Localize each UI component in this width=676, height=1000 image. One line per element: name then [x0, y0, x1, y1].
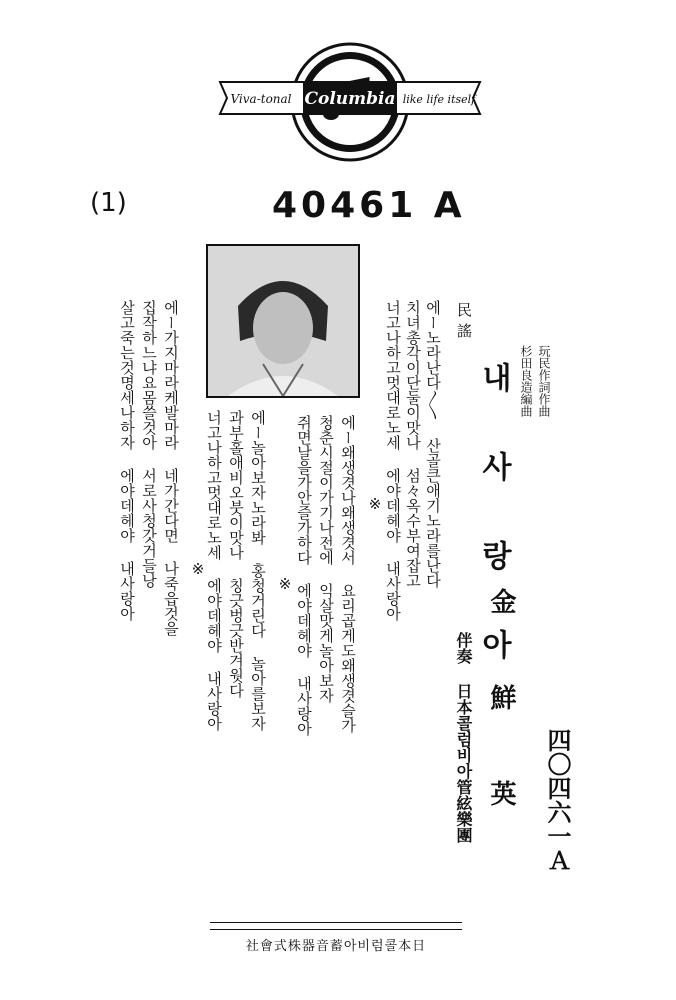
brand-name: Columbia	[304, 89, 396, 109]
columbia-logo	[215, 40, 485, 170]
verse-separator: ※	[276, 575, 294, 593]
verse-separator: ※	[189, 560, 207, 578]
catalog-number-left: (1)	[90, 188, 127, 218]
verse-1-line-2: 치녀총각이단둘이맛나 섬々옥수부여잡고	[404, 300, 422, 588]
verse-separator: ※	[366, 495, 384, 513]
verse-4-line-3: 살고죽는것명세나하자 에야데헤야 내사랑아	[118, 300, 136, 621]
record-number: 40461 A	[272, 185, 466, 226]
song-genre: 民謠	[455, 302, 473, 344]
catalog-number-right: 四〇四六一Ａ	[543, 728, 572, 872]
verse-4-line-2: 집작하느냐요몸쓸것아 서로사청갓거들낭	[140, 300, 158, 588]
verse-3-line-1: 에ー놀아보자노라봐 홍청거린다 놀아를보자	[249, 410, 267, 731]
verse-2-line-2: 청춘시절이가기나전에 익살맛게놀아보자	[317, 415, 335, 703]
credit-arrange: 杉田良造編曲	[519, 345, 533, 417]
verse-4-line-1: 에ー가지마라케발마라 네가간다면 나죽읍것을	[162, 300, 180, 636]
credit-lyric: 玩民作詞作曲	[537, 345, 551, 417]
verse-3-line-3: 너고나하고멋대로노세 에야데헤야 내사랑아	[205, 410, 223, 731]
right-slogan: like life itself	[402, 93, 476, 106]
verse-1-line-3: 너고나하고멋대로노세 에야데헤야 내사랑아	[384, 300, 402, 621]
verse-1-line-1: 에ー노라난다〳〵 산골큰애기노라를난다	[424, 300, 442, 588]
verse-3-line-2: 과부홀애비오붓이맛나 칭긋벙긋반겨웟다	[227, 410, 245, 698]
footer-divider	[210, 922, 462, 930]
publisher-footer: 社會式株器音蓄아비럼콜本日	[245, 939, 427, 954]
singer-photo	[206, 244, 360, 398]
verse-2-line-3: 쥐면날을가안즐가하다 에야데헤야 내사랑아	[295, 415, 313, 736]
accompaniment: 伴奏 日本콜럼비아管絃樂團	[454, 632, 473, 843]
verse-2-line-1: 에ー왜생겻나왜생겻서 요리곱게도왜생겻슬가	[339, 415, 357, 733]
left-slogan: Viva-tonal	[230, 92, 292, 106]
singer-name: 金 鮮 英	[486, 588, 516, 826]
song-title: 내 사 랑 아	[476, 362, 511, 671]
